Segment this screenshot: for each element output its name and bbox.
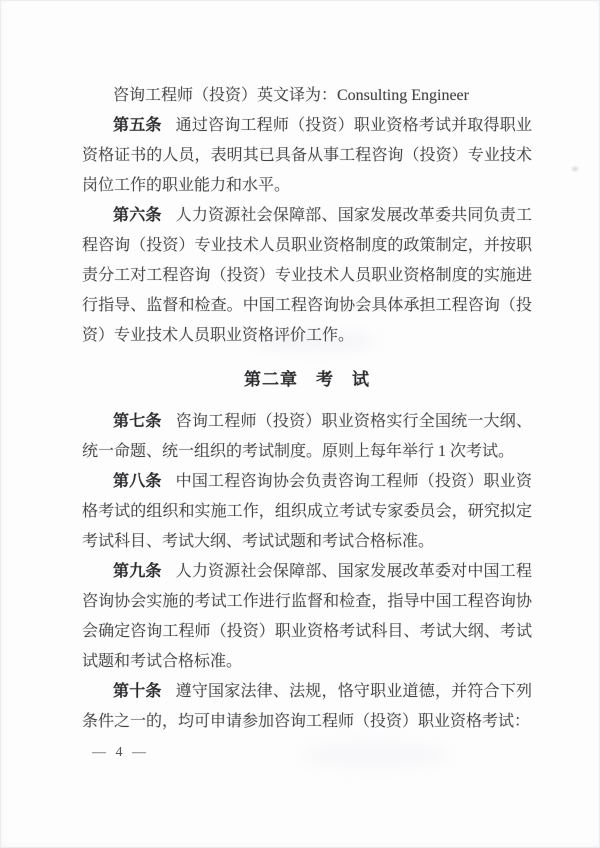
article-number: 第五条 — [113, 117, 162, 134]
text-line — [82, 81, 532, 111]
line-text: 程咨询（投资）专业技术人员职业资格制度的政策制定，并按职 — [82, 237, 532, 254]
line-text: 考试科目、考试大纲、考试试题和考试合格标准。 — [82, 533, 435, 550]
paragraph-article-8 — [82, 467, 532, 557]
line-text: 会确定咨询工程师（投资）职业资格考试科目、考试大纲、考试 — [82, 623, 532, 640]
article-number: 第十条 — [113, 683, 162, 700]
line-text: 统一命题、统一组织的考试制度。原则上每年举行 1 次考试。 — [82, 443, 515, 460]
paragraph-article-7 — [82, 407, 532, 467]
line-text: 条件之一的，均可申请参加咨询工程师（投资）职业资格考试： — [82, 713, 531, 730]
line-text: 人力资源社会保障部、国家发展改革委共同负责工 — [175, 207, 532, 224]
text-line — [82, 111, 532, 141]
text-line — [82, 407, 532, 437]
paragraph-intro — [82, 81, 532, 111]
text-line — [82, 141, 532, 171]
line-text: 岗位工作的职业能力和水平。 — [82, 177, 291, 194]
line-text: 通过咨询工程师（投资）职业资格考试并取得职业 — [175, 117, 532, 134]
line-text: 责分工对工程咨询（投资）专业技术人员职业资格制度的实施进 — [82, 267, 532, 284]
line-text: 咨询工程师（投资）职业资格实行全国统一大纲、 — [175, 413, 532, 430]
page-number: — 4 — — [92, 745, 149, 760]
article-number: 第七条 — [113, 413, 162, 430]
line-text: 格考试的组织和实施工作，组织成立考试专家委员会，研究拟定 — [82, 503, 532, 520]
paragraph-article-10 — [82, 677, 532, 737]
paragraph-article-5 — [82, 111, 532, 201]
text-line — [82, 467, 532, 497]
line-text: 试题和考试合格标准。 — [82, 653, 243, 670]
text-line — [82, 617, 532, 647]
line-text: 资格证书的人员，表明其已具备从事工程咨询（投资）专业技术 — [82, 147, 532, 164]
chapter-heading: 第二章 考 试 — [244, 370, 370, 389]
text-line — [82, 587, 532, 617]
text-line — [82, 171, 532, 201]
paragraph-article-6 — [82, 201, 532, 351]
line-text: 人力资源社会保障部、国家发展改革委对中国工程 — [175, 563, 532, 580]
text-line — [82, 437, 532, 467]
line-text: 行指导、监督和检查。中国工程咨询协会具体承担工程咨询（投 — [82, 297, 532, 314]
line-text: 咨询工程师（投资）英文译为：Consulting Engineer — [113, 87, 469, 104]
line-text: 中国工程咨询协会负责咨询工程师（投资）职业资 — [175, 473, 532, 490]
article-number: 第六条 — [113, 207, 162, 224]
text-line — [82, 291, 532, 321]
article-number: 第九条 — [113, 563, 162, 580]
document-content — [82, 81, 532, 761]
line-text: 资）专业技术人员职业资格评价工作。 — [82, 327, 355, 344]
text-line — [82, 201, 532, 231]
text-line — [82, 321, 532, 351]
text-line — [82, 261, 532, 291]
text-line — [82, 677, 532, 707]
text-line — [82, 647, 532, 677]
line-text: 遵守国家法律、法规，恪守职业道德，并符合下列 — [175, 683, 532, 700]
article-number: 第八条 — [113, 473, 162, 490]
text-line — [82, 497, 532, 527]
paragraph-article-9 — [82, 557, 532, 677]
text-line — [82, 231, 532, 261]
scan-speck — [572, 167, 578, 171]
text-line — [82, 557, 532, 587]
text-line — [82, 527, 532, 557]
text-line — [82, 707, 532, 737]
line-text: 咨询协会实施的考试工作进行监督和检查，指导中国工程咨询协 — [82, 593, 532, 610]
